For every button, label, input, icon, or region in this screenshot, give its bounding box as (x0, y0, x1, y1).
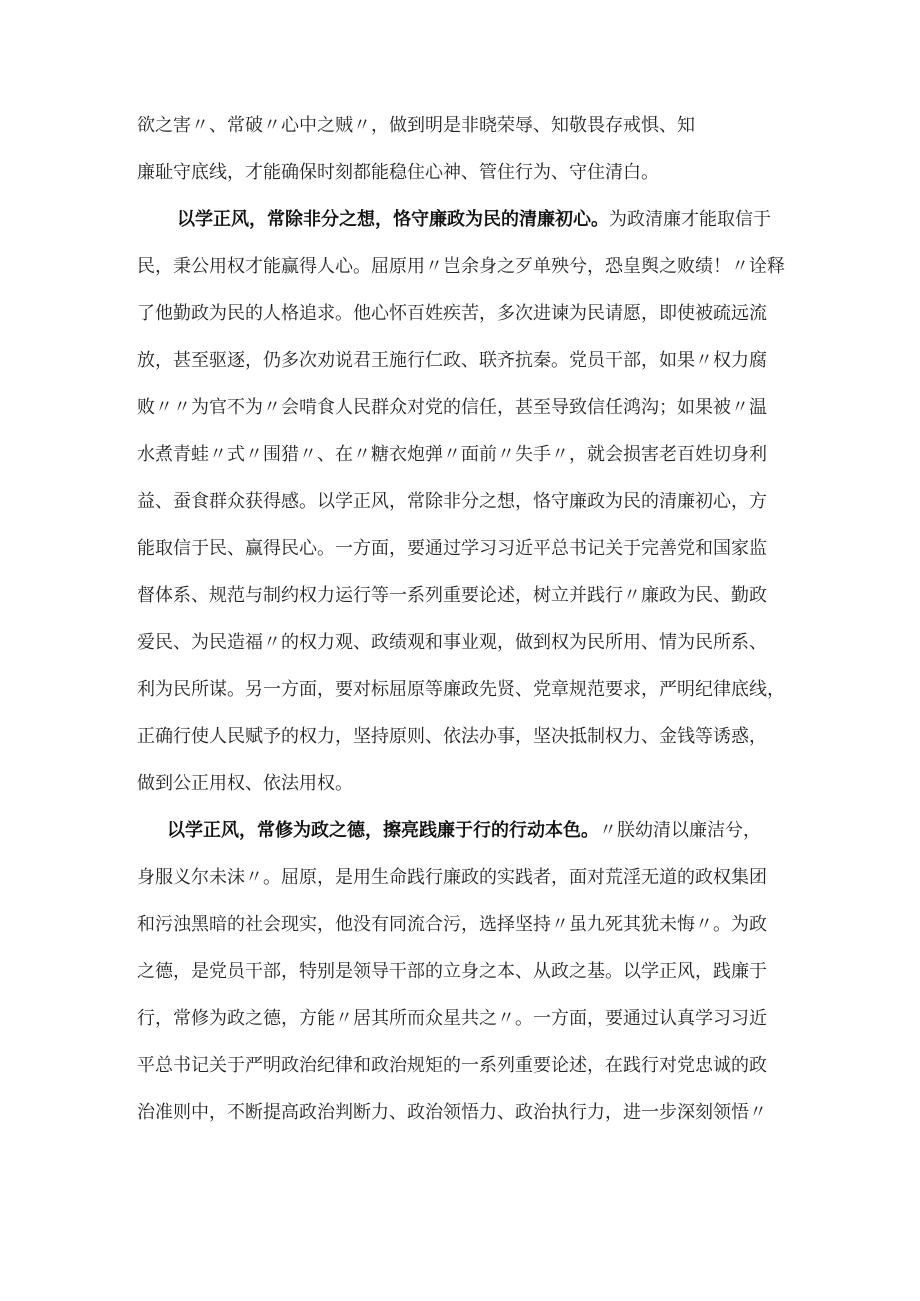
text-line: 水煮青蛙〃式〃围猎〃、在〃糖衣炮弹〃面前〃失手〃，就会损害老百姓切身利 (137, 444, 767, 465)
text-line: 廉耻守底线，才能确保时刻都能稳住心神、管住行为、守住清白。 (137, 162, 659, 183)
text-line: 行，常修为政之德，方能〃居其所而众星共之〃。一方面，要通过认真学习习近 (137, 1008, 767, 1029)
paragraph-text: 为政清廉才能取信于 (609, 209, 771, 230)
text-line: 放，甚至驱逐，仍多次劝说君王施行仁政、联齐抗秦。党员干部，如果〃权力腐 (137, 350, 767, 371)
text-line (177, 208, 797, 232)
text-line: 督体系、规范与制约权力运行等一系列重要论述，树立并践行〃廉政为民、勤政 (137, 585, 767, 606)
text-line: 益、蚕食群众获得感。以学正风，常除非分之想，恪守廉政为民的清廉初心，方 (137, 491, 767, 512)
section-heading: 以学正风，常除非分之想，恪守廉政为民的清廉初心。 (177, 209, 609, 230)
text-line: 能取信于民、赢得民心。一方面，要通过学习习近平总书记关于完善党和国家监 (137, 538, 767, 559)
text-line: 正确行使人民赋予的权力，坚持原则、依法办事，坚决抵制权力、金钱等诱惑， (137, 726, 767, 747)
text-line: 之德，是党员干部，特别是领导干部的立身之本、从政之基。以学正风，践廉于 (137, 961, 767, 982)
text-line: 败〃〃为官不为〃会啃食人民群众对党的信任，甚至导致信任鸿沟；如果被〃温 (137, 397, 767, 418)
text-line: 做到公正用权、依法用权。 (137, 773, 353, 794)
paragraph-text: 〃朕幼清以廉洁兮， (599, 820, 761, 841)
text-line: 平总书记关于严明政治纪律和政治规矩的一系列重要论述，在践行对党忠诚的政 (137, 1055, 767, 1076)
text-line (167, 819, 797, 843)
text-line: 和污浊黑暗的社会现实，他没有同流合污，选择坚持〃虽九死其犹未悔〃。为政 (137, 914, 767, 935)
text-line: 治准则中，不断提高政治判断力、政治领悟力、政治执行力，进一步深刻领悟〃 (137, 1102, 767, 1123)
text-line: 利为民所谋。另一方面，要对标屈原等廉政先贤、党章规范要求，严明纪律底线， (137, 679, 785, 700)
text-line: 身服义尔未沫〃。屈原，是用生命践行廉政的实践者，面对荒淫无道的政权集团 (137, 867, 767, 888)
text-line: 欲之害〃、常破〃心中之贼〃，做到明是非晓荣辱、知敬畏存戒惧、知 (137, 115, 695, 136)
text-line: 民，秉公用权才能赢得人心。屈原用〃岂余身之歹单殃兮，恐皇舆之败绩！〃诠释 (137, 256, 785, 277)
section-heading: 以学正风，常修为政之德，擦亮践廉于行的行动本色。 (167, 820, 599, 841)
text-line: 爱民、为民造福〃的权力观、政绩观和事业观，做到权为民所用、情为民所系、 (137, 632, 767, 653)
text-line: 了他勤政为民的人格追求。他心怀百姓疾苦，多次进谏为民请愿，即使被疏远流 (137, 303, 767, 324)
